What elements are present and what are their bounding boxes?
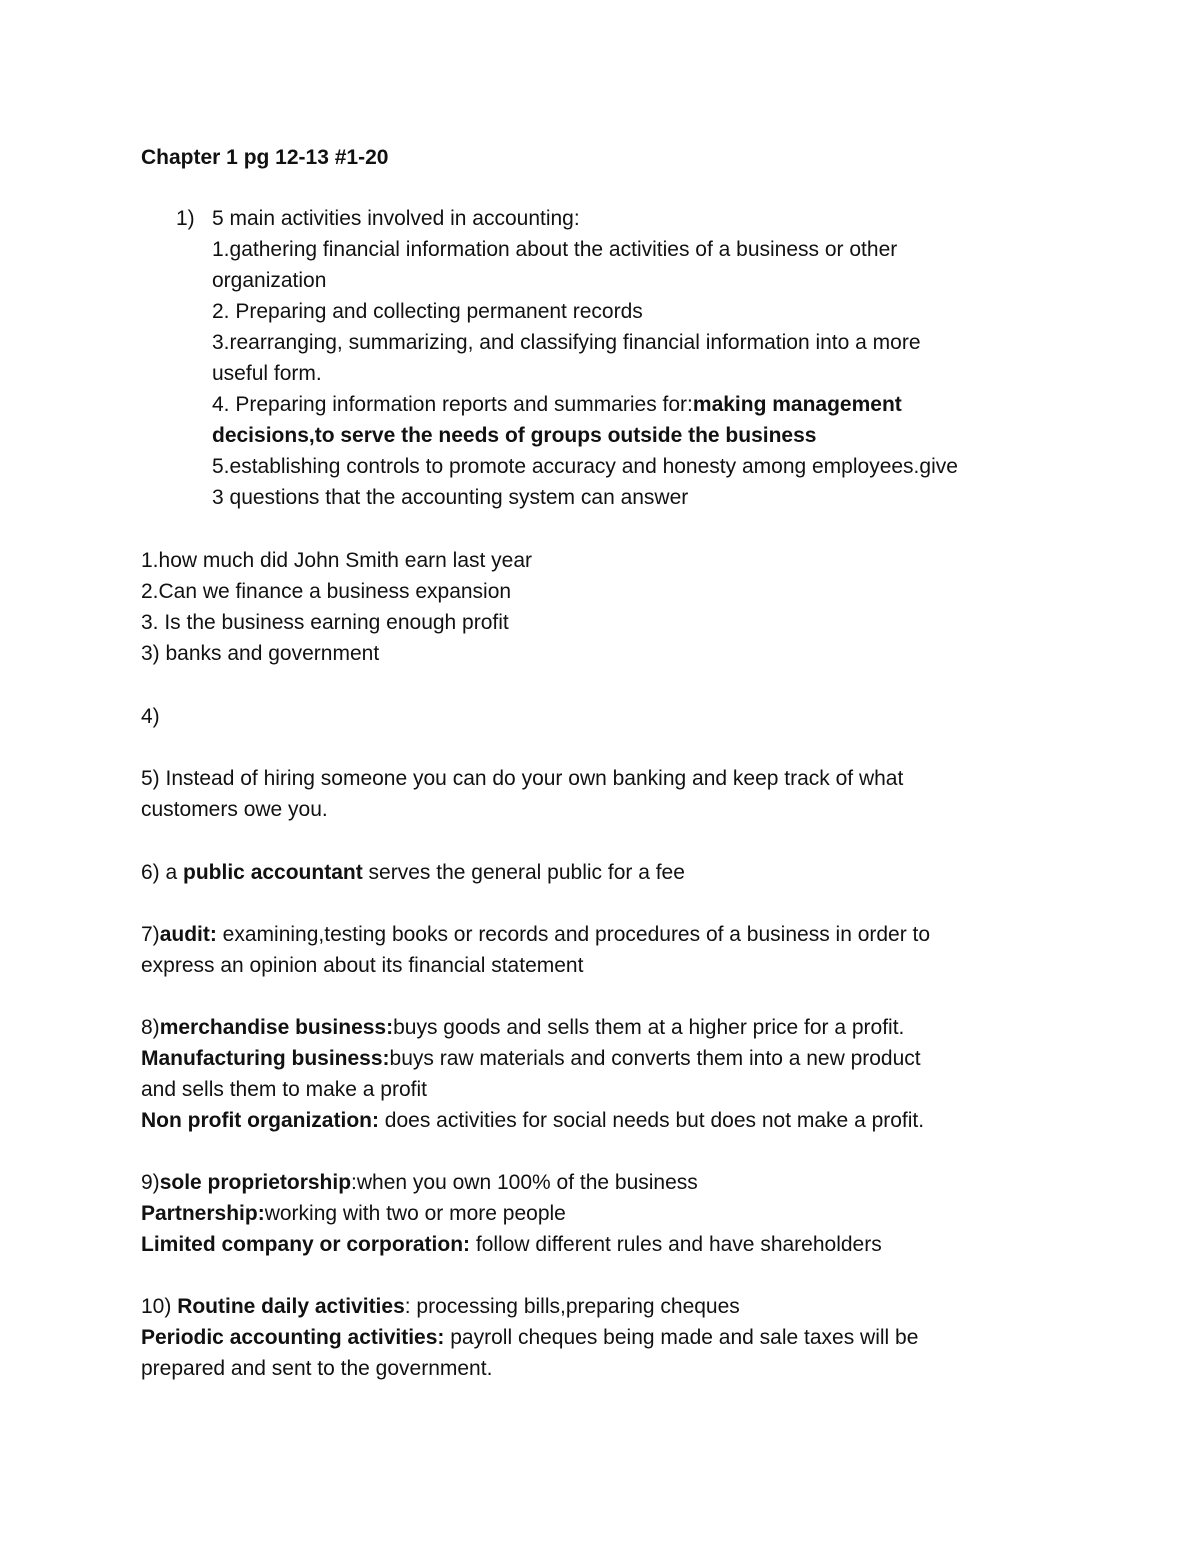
question-7 [141, 919, 1061, 981]
page-title: Chapter 1 pg 12-13 #1-20 [141, 146, 389, 169]
q9-definition-partnership: working with two or more people [264, 1202, 566, 1225]
q10-definition-periodic: payroll cheques being made and sale taxes will be [444, 1326, 919, 1349]
q7-line [141, 919, 1061, 950]
q2-line: 3. Is the business earning enough profit [141, 611, 509, 634]
q1-line [212, 420, 1062, 451]
question-9 [141, 1167, 1061, 1260]
question-5 [141, 763, 1061, 825]
q1-bold-text: making management [692, 393, 902, 416]
q9-line [141, 1198, 1061, 1229]
q10-prefix: 10) [141, 1295, 178, 1318]
q5-line: 5) Instead of hiring someone you can do your own banking and keep track of what [141, 767, 904, 790]
q1-line: 5.establishing controls to promote accuracy and honesty among employees.give [212, 455, 958, 478]
q4-line: 4) [141, 705, 160, 728]
question-6 [141, 857, 1061, 888]
q8-term-merchandise: merchandise business: [159, 1016, 394, 1039]
q6-line [141, 857, 1061, 888]
q7-line: express an opinion about its financial statement [141, 954, 584, 977]
q8-definition-nonprofit: does activities for social needs but does not make a profit. [378, 1109, 925, 1132]
question-8 [141, 1012, 1061, 1136]
question-10 [141, 1291, 1061, 1384]
q1-line: 3 questions that the accounting system can answer [212, 486, 689, 509]
q6-definition: serves the general public for a fee [362, 861, 685, 884]
q10-term-routine: Routine daily activities [177, 1295, 405, 1318]
q8-term-nonprofit: Non profit organization: [141, 1109, 379, 1132]
q8-definition-manufacturing: buys raw materials and converts them into a new product [389, 1047, 921, 1070]
q1-line: organization [212, 269, 327, 292]
q8-definition-merchandise: buys goods and sells them at a higher price for a profit. [393, 1016, 905, 1039]
q1-text: 4. Preparing information reports and summaries for: [212, 393, 693, 416]
q7-term: audit: [159, 923, 217, 946]
q10-term-periodic: Periodic accounting activities: [141, 1326, 445, 1349]
question-1-body [212, 203, 1062, 513]
q8-prefix: 8) [141, 1016, 160, 1039]
q1-line: 3.rearranging, summarizing, and classifying financial information into a more [212, 331, 921, 354]
q10-line: prepared and sent to the government. [141, 1357, 493, 1380]
q6-prefix: 6) a [141, 861, 184, 884]
q2-line: 1.how much did John Smith earn last year [141, 549, 533, 572]
q5-line: customers owe you. [141, 798, 328, 821]
q8-line [141, 1105, 1061, 1136]
q8-line: and sells them to make a profit [141, 1078, 427, 1101]
q9-line [141, 1167, 1061, 1198]
q10-line [141, 1291, 1061, 1322]
q1-bold-text: decisions,to serve the needs of groups outside the business [212, 424, 817, 447]
q9-term-partnership: Partnership: [141, 1202, 265, 1225]
q1-line: useful form. [212, 362, 322, 385]
q1-line: 1.gathering financial information about the activities of a business or other [212, 238, 898, 261]
q7-prefix: 7) [141, 923, 160, 946]
question-1-number: 1) [176, 207, 195, 230]
q9-line [141, 1229, 1061, 1260]
q1-line: 5 main activities involved in accounting: [212, 207, 580, 230]
q9-definition-limited: follow different rules and have shareholders [470, 1233, 882, 1256]
q8-line [141, 1012, 1061, 1043]
q8-term-manufacturing: Manufacturing business: [141, 1047, 390, 1070]
q9-term-limited: Limited company or corporation: [141, 1233, 471, 1256]
q9-prefix: 9) [141, 1171, 160, 1194]
q1-line-mixed [212, 389, 1062, 420]
q1-line: 2. Preparing and collecting permanent records [212, 300, 643, 323]
q6-term: public accountant [183, 861, 363, 884]
q10-line [141, 1322, 1061, 1353]
q9-term-sole: sole proprietorship [159, 1171, 352, 1194]
q8-line [141, 1043, 1061, 1074]
question-2-3 [141, 545, 1061, 669]
q7-definition: examining,testing books or records and procedures of a business in order to [216, 923, 931, 946]
q10-definition-routine: : processing bills,preparing cheques [404, 1295, 740, 1318]
q2-line: 2.Can we finance a business expansion [141, 580, 512, 603]
question-4 [141, 701, 1061, 732]
q3-line: 3) banks and government [141, 642, 380, 665]
q9-definition-sole: :when you own 100% of the business [351, 1171, 698, 1194]
